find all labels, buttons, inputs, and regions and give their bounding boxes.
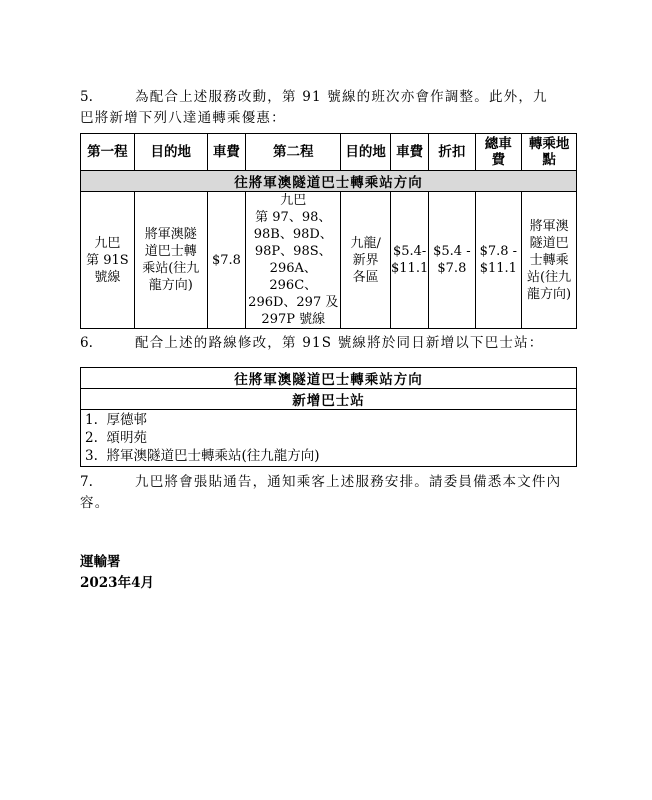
header-cell: 目的地 xyxy=(134,134,207,171)
line: $5.4- xyxy=(392,244,427,259)
list-item: 1. 厚德邨 xyxy=(85,412,147,428)
line: 各區 xyxy=(352,269,379,285)
line: $11.1 xyxy=(391,261,429,276)
cell-destination-2 xyxy=(341,192,391,329)
header-cell xyxy=(522,134,577,171)
line: 296A、296C、 xyxy=(269,261,318,293)
para-text: 容。 xyxy=(80,495,110,511)
para-text: 巴將新增下列八達通轉乘優惠： xyxy=(80,110,286,126)
header-cell: 車費 xyxy=(207,134,246,171)
cell-fare-1: $7.8 xyxy=(207,192,246,329)
line: 297P 號線 xyxy=(261,312,326,327)
cell-total-fare xyxy=(475,192,522,329)
para-number: 5. xyxy=(80,89,93,105)
para-text: 九巴將會張貼通告，通知乘客上述服務安排。請委員備悉本文件內 xyxy=(135,474,562,490)
line: $5.4 - xyxy=(433,244,471,259)
list-item: 3. 將軍澳隧道巴士轉乘站(往九龍方向) xyxy=(85,448,320,464)
line: 九巴 xyxy=(94,235,121,251)
cell-interchange xyxy=(522,192,577,329)
line: 第 97、98、 xyxy=(255,210,332,225)
subheader-row: 新增巴士站 xyxy=(81,389,577,410)
fare-concession-table xyxy=(80,133,577,329)
line: 龍方向) xyxy=(148,278,193,293)
line: 隧道巴 xyxy=(529,235,569,251)
line: 九巴 xyxy=(280,193,307,208)
line: $7.8 xyxy=(437,261,467,276)
line: 九龍/ xyxy=(350,235,381,251)
list-item: 2. 頌明苑 xyxy=(85,430,147,446)
paragraph-7 xyxy=(80,472,576,514)
header-total-fare: 總車費 xyxy=(484,136,512,168)
line: 98B、98D、 xyxy=(253,227,333,242)
line: 龍方向) xyxy=(527,286,572,302)
header-cell: 折扣 xyxy=(429,134,475,171)
line: 第 91S xyxy=(86,252,129,268)
line: 站(往九 xyxy=(527,269,572,285)
header-cell: 目的地 xyxy=(341,134,391,171)
cell-discount xyxy=(429,192,475,329)
line: 乘站(往九 xyxy=(142,261,200,276)
line: 98P、98S、 xyxy=(254,244,332,259)
para-text: 配合上述的路線修改，第 91S 號線將於同日新增以下巴士站： xyxy=(135,335,544,351)
line: $7.8 - xyxy=(479,244,518,259)
direction-row: 往將軍澳隧道巴士轉乘站方向 xyxy=(81,171,577,192)
header-cell: 第二程 xyxy=(246,134,341,171)
line: 號線 xyxy=(94,269,121,285)
line: 士轉乘 xyxy=(529,252,569,268)
header-cell: 第一程 xyxy=(81,134,135,171)
line: $11.1 xyxy=(479,261,517,276)
cell-first-leg xyxy=(81,192,135,329)
cell-second-leg xyxy=(246,192,341,329)
paragraph-6 xyxy=(80,333,576,354)
para-text: 為配合上述服務改動，第 91 號線的班次亦會作調整。此外，九 xyxy=(135,89,548,105)
line: 將軍澳 xyxy=(529,218,569,234)
line: 新界 xyxy=(352,252,379,268)
line: 將軍澳隧 xyxy=(144,227,197,242)
new-stops-table xyxy=(80,367,577,467)
paragraph-5 xyxy=(80,87,576,129)
signature-dept: 運輸署 xyxy=(80,554,121,570)
header-interchange: 轉乘地點 xyxy=(528,136,570,168)
cell-destination-1 xyxy=(134,192,207,329)
signature-date: 2023年4月 xyxy=(80,575,154,591)
para-number: 7. xyxy=(80,474,93,490)
para-number: 6. xyxy=(80,335,93,351)
stops-list xyxy=(81,410,577,467)
line: 296D、297 及 xyxy=(248,295,339,310)
cell-fare-2 xyxy=(391,192,429,329)
header-cell xyxy=(475,134,522,171)
line: 道巴士轉 xyxy=(144,244,197,259)
direction-row: 往將軍澳隧道巴士轉乘站方向 xyxy=(81,368,577,389)
header-cell: 車費 xyxy=(391,134,429,171)
table-row xyxy=(81,192,577,329)
